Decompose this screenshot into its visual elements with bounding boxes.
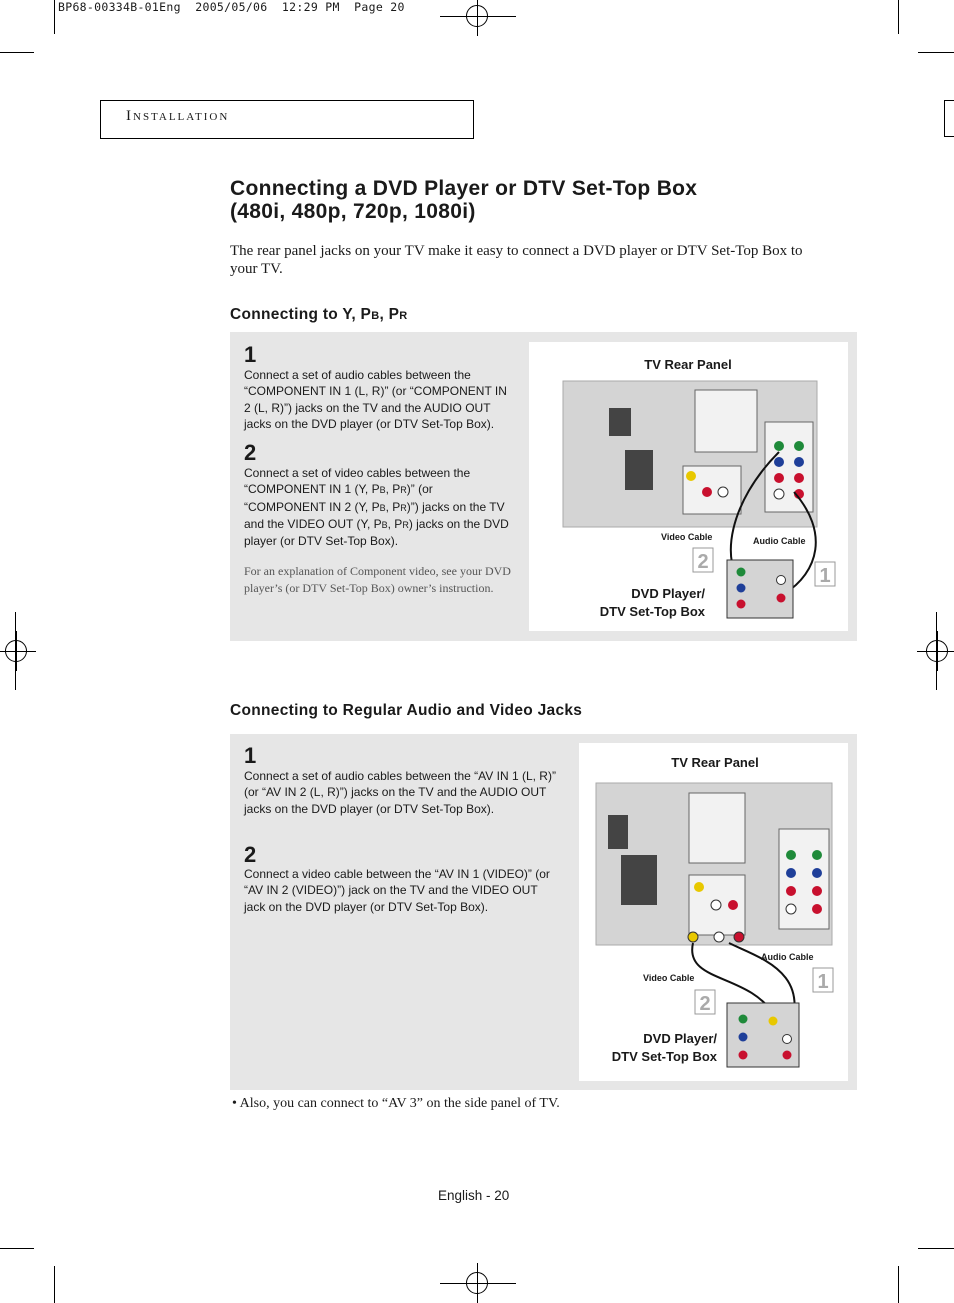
jack-block: [625, 450, 653, 490]
step-number: 1: [244, 342, 257, 367]
crop-mark: [918, 1248, 954, 1249]
tv-rear-panel-label: TV Rear Panel: [671, 755, 759, 770]
jack-green: [812, 850, 822, 860]
crop-mark: [54, 1266, 55, 1303]
step-number: 2: [244, 842, 257, 867]
registration-mark: [5, 640, 27, 662]
regular-connection-diagram: [579, 743, 848, 1081]
step-number: 2: [244, 440, 257, 465]
jack-blue: [739, 1033, 748, 1042]
jack-blue: [812, 868, 822, 878]
crop-mark: [54, 0, 55, 34]
av-in-block: [695, 390, 757, 452]
component-connection-diagram: [529, 342, 848, 631]
step-marker-1-text: 1: [817, 971, 829, 993]
text: ) jacks on the DVD player (or DTV Set-Top Box).: [244, 516, 509, 549]
jack-white: [777, 576, 786, 585]
intro-paragraph: The rear panel jacks on your TV make it easy to connect a DVD player or DTV Set-Top Box to your TV.: [230, 243, 803, 277]
jack-block: [609, 408, 631, 436]
heading-text: Connecting to Y, P: [230, 306, 372, 323]
component-in-block: [779, 829, 829, 929]
step-marker-2-text: 2: [697, 551, 709, 573]
av-in-block: [689, 793, 745, 863]
text: , P: [385, 482, 401, 497]
crop-mark: [440, 1283, 516, 1284]
jack-white: [783, 1035, 792, 1044]
video-cable-label: Video Cable: [643, 973, 695, 983]
step-text: [244, 465, 510, 549]
jack-green: [794, 441, 804, 451]
heading-sub: R: [399, 310, 408, 322]
jack-white: [718, 487, 728, 497]
text: Connect a set of video cables between the “COMPONENT IN 1 (Y, P: [244, 466, 471, 497]
crop-mark: [0, 52, 34, 53]
step-text: Connect a video cable between the “AV IN 1 (VIDEO)” (or “AV IN 2 (VIDEO)”) jack on the TV and the VIDEO OUT jack on the DVD player (or DTV Set-Top Box).: [244, 867, 550, 914]
jack-red: [737, 600, 746, 609]
bullet-note: • Also, you can connect to “AV 3” on the side panel of TV.: [232, 1096, 560, 1111]
crop-mark: [918, 52, 954, 53]
device-label-line1: DVD Player/: [631, 586, 705, 601]
crop-mark: [936, 612, 937, 690]
heading-sub: B: [371, 310, 380, 322]
step-text: Connect a set of audio cables between the “AV IN 1 (L, R)” (or “AV IN 2 (L, R)”) jacks on the TV and the AUDIO OUT jacks on the DVD player (or DTV Set-Top Box).: [244, 769, 556, 816]
jack-white: [711, 900, 721, 910]
plug-yellow: [688, 932, 698, 942]
text: R: [402, 519, 409, 530]
text: )”) jacks on the TV and the VIDEO OUT (Y, P: [244, 499, 505, 531]
jack-white: [786, 904, 796, 914]
jack-blue: [737, 584, 746, 593]
jack-white: [774, 489, 784, 499]
jack-blue: [786, 868, 796, 878]
jack-red: [812, 904, 822, 914]
jack-green: [774, 441, 784, 451]
component-in-block: [765, 422, 813, 512]
jack-red: [739, 1051, 748, 1060]
jack-yellow: [686, 471, 696, 481]
page-title: [230, 177, 870, 223]
text: B: [381, 519, 388, 530]
jack-red: [794, 473, 804, 483]
crop-mark: [0, 1248, 34, 1249]
title-line1: Connecting a DVD Player or DTV Set-Top Box: [230, 177, 698, 200]
print-header: BP68-00334B-01Eng 2005/05/06 12:29 PM Page 20: [58, 0, 405, 14]
jack-red: [786, 886, 796, 896]
text: R: [400, 502, 407, 513]
component-note: For an explanation of Component video, see your DVD player’s (or DTV Set-Top Box) owner’s instruction.: [244, 564, 511, 595]
title-line2: (480i, 480p, 720p, 1080i): [230, 200, 476, 223]
audio-cable-label: Audio Cable: [761, 952, 814, 962]
step-text: Connect a set of audio cables between the “COMPONENT IN 1 (L, R)” (or “COMPONENT IN 2 (L, R)”) jacks on the TV and the AUDIO OUT jacks on the DVD player (or DTV Set-Top Box).: [244, 368, 507, 431]
jack-red: [783, 1051, 792, 1060]
text: , P: [387, 516, 403, 531]
jack-red: [774, 473, 784, 483]
registration-mark: [926, 640, 948, 662]
text: , P: [385, 499, 401, 514]
audio-cable-label: Audio Cable: [753, 536, 806, 546]
device-label-line1: DVD Player/: [643, 1031, 717, 1046]
page-footer: English - 20: [438, 1188, 510, 1203]
crop-mark: [898, 0, 899, 34]
side-tab: [944, 100, 954, 137]
crop-mark: [440, 16, 516, 17]
tv-rear-panel-label: TV Rear Panel: [644, 357, 732, 372]
step-marker-2-text: 2: [699, 993, 711, 1015]
jack-yellow: [694, 882, 704, 892]
jack-block: [608, 815, 628, 849]
plug-red: [734, 932, 744, 942]
jack-green: [737, 568, 746, 577]
crop-mark: [15, 612, 16, 690]
jack-green: [786, 850, 796, 860]
jack-red: [728, 900, 738, 910]
jack-red: [812, 886, 822, 896]
step-marker-1-text: 1: [819, 565, 831, 587]
jack-yellow: [769, 1017, 778, 1026]
plug-white: [714, 932, 724, 942]
regular-heading: Connecting to Regular Audio and Video Jacks: [230, 702, 583, 719]
device-label-line2: DTV Set-Top Box: [599, 604, 705, 619]
jack-red: [702, 487, 712, 497]
heading-text: , P: [379, 306, 400, 323]
text: B: [379, 485, 386, 496]
section-label: Installation: [126, 108, 230, 124]
jack-blue: [774, 457, 784, 467]
device-label-line2: DTV Set-Top Box: [611, 1049, 717, 1064]
jack-block: [621, 855, 657, 905]
jack-green: [739, 1015, 748, 1024]
component-heading: [230, 306, 408, 324]
text: R: [400, 485, 407, 496]
crop-mark: [898, 1266, 899, 1303]
jack-red: [777, 594, 786, 603]
jack-blue: [794, 457, 804, 467]
step-number: 1: [244, 743, 257, 768]
text: B: [379, 502, 386, 513]
text: )” (or “COMPONENT IN 2 (Y, P: [244, 482, 433, 514]
video-cable-label: Video Cable: [661, 532, 713, 542]
